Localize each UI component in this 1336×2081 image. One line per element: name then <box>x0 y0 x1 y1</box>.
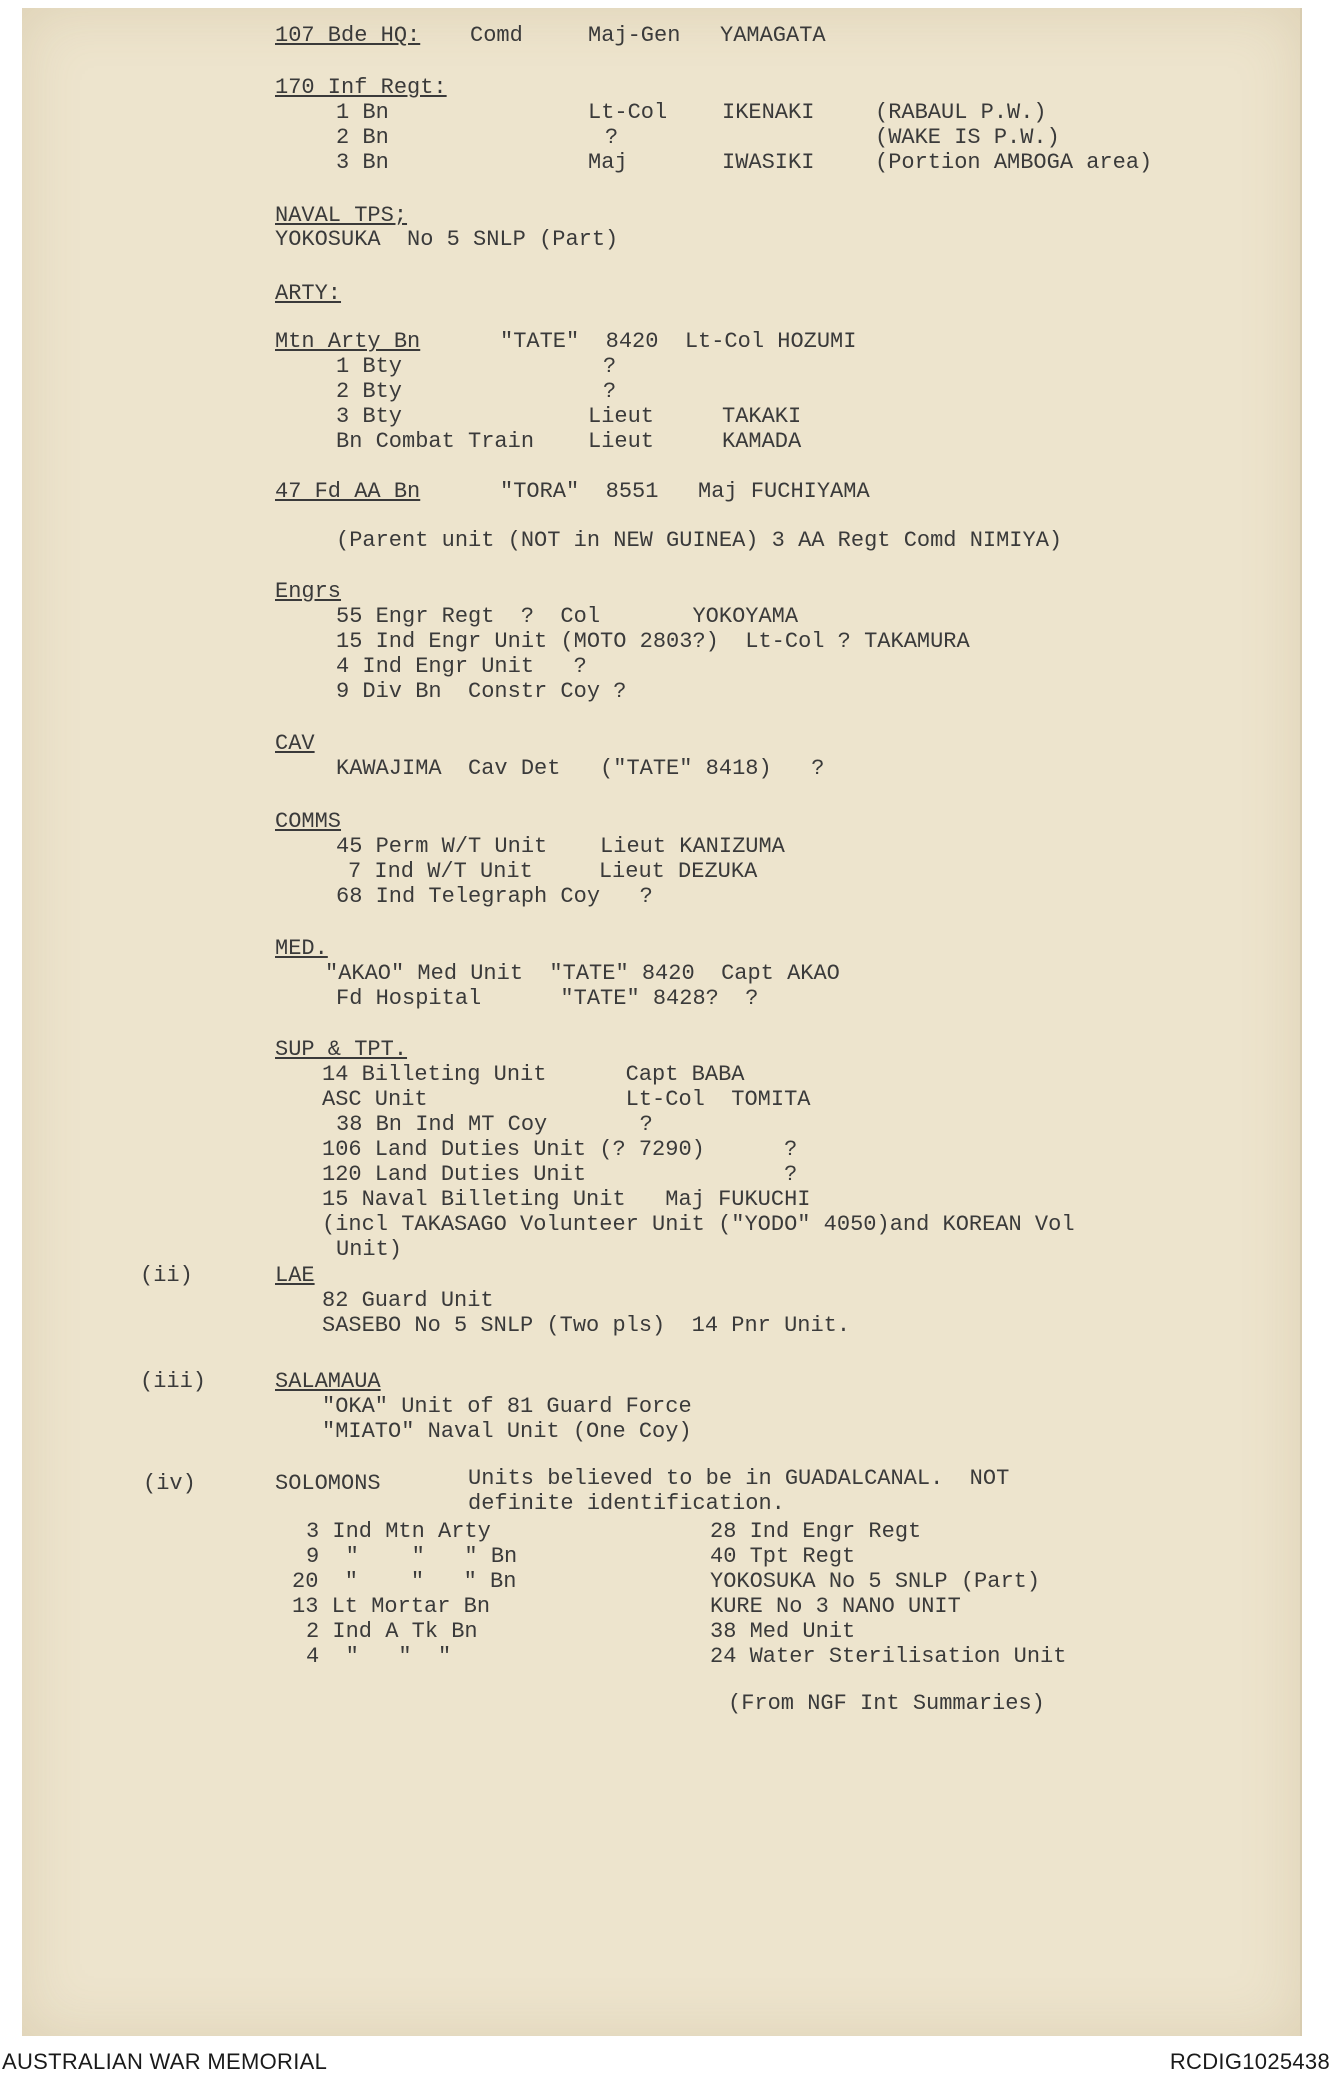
solomons-right-3: YOKOSUKA No 5 SNLP (Part) <box>710 1569 1041 1594</box>
engrs-line-1: 55 Engr Regt ? Col YOKOYAMA <box>336 604 799 629</box>
sup-line-4: 106 Land Duties Unit (? 7290) ? <box>322 1137 798 1162</box>
solomons-right-1: 28 Ind Engr Regt <box>710 1519 922 1544</box>
lae-line-1: 82 Guard Unit <box>322 1288 494 1313</box>
footer-record-id: RCDIG1025438 <box>1169 2049 1330 2074</box>
footer-institution: AUSTRALIAN WAR MEMORIAL <box>2 2049 328 2074</box>
med-line-1: "AKAO" Med Unit "TATE" 8420 Capt AKAO <box>325 961 840 986</box>
comms-line-1: 45 Perm W/T Unit Lieut KANIZUMA <box>336 834 785 859</box>
inf-bn3-comd: Maj <box>588 150 628 175</box>
engrs-line-2: 15 Ind Engr Unit (MOTO 2803?) Lt-Col ? TAKAMURA <box>336 629 970 654</box>
engrs-line-4: 9 Div Bn Constr Coy ? <box>336 679 627 704</box>
solomons-right-6: 24 Water Sterilisation Unit <box>710 1644 1067 1669</box>
solomons-heading: SOLOMONS <box>275 1471 381 1496</box>
sup-line-3: 38 Bn Ind MT Coy ? <box>336 1112 653 1137</box>
solomons-note-1: Units believed to be in GUADALCANAL. NOT <box>468 1466 1010 1491</box>
combat-train-comd: Lieut <box>588 429 655 454</box>
solomons-note-2: definite identification. <box>468 1491 785 1516</box>
engrs-line-3: 4 Ind Engr Unit ? <box>336 654 587 679</box>
lae-line-2: SASEBO No 5 SNLP (Two pls) 14 Pnr Unit. <box>322 1313 851 1338</box>
sup-line-7: (incl TAKASAGO Volunteer Unit ("YODO" 4050)and KOREAN Vol <box>322 1212 1075 1237</box>
solomons-left-5: 2 Ind A Tk Bn <box>306 1619 478 1644</box>
fd-aa-bn: 47 Fd AA Bn <box>275 479 421 504</box>
naval-heading: NAVAL TPS; <box>275 203 408 228</box>
fd-aa-bn-info: "TORA" 8551 Maj FUCHIYAMA <box>500 479 870 504</box>
inf-bn1-note: (RABAUL P.W.) <box>875 100 1047 125</box>
engrs-heading: Engrs <box>275 579 342 604</box>
sup-line-5: 120 Land Duties Unit ? <box>322 1162 798 1187</box>
inf-regt-heading: 170 Inf Regt: <box>275 75 447 100</box>
comms-line-3: 68 Ind Telegraph Coy ? <box>336 884 653 909</box>
bty2: 2 Bty <box>336 379 403 404</box>
inf-bn3-name: IWASIKI <box>722 150 815 175</box>
mtn-arty-bn: Mtn Arty Bn <box>275 329 421 354</box>
solomons-left-4: 13 Lt Mortar Bn <box>292 1594 491 1619</box>
med-line-2: Fd Hospital "TATE" 8428? ? <box>336 986 759 1011</box>
inf-bn2-comd: ? <box>605 125 619 150</box>
inf-bn3-note: (Portion AMBOGA area) <box>875 150 1153 175</box>
solomons-marker: (iv) <box>143 1471 196 1496</box>
bty2-comd: ? <box>603 379 617 404</box>
comms-heading: COMMS <box>275 809 342 834</box>
sup-line-2: ASC Unit Lt-Col TOMITA <box>322 1087 811 1112</box>
lae-marker: (ii) <box>140 1263 193 1288</box>
cav-line-1: KAWAJIMA Cav Det ("TATE" 8418) ? <box>336 756 825 781</box>
parent-unit-note: (Parent unit (NOT in NEW GUINEA) 3 AA Regt Comd NIMIYA) <box>336 528 1063 553</box>
sup-line-1: 14 Billeting Unit Capt BABA <box>322 1062 745 1087</box>
comd-name: YAMAGATA <box>720 23 826 48</box>
solomons-right-4: KURE No 3 NANO UNIT <box>710 1594 961 1619</box>
solomons-left-3: 20 " " " Bn <box>292 1569 517 1594</box>
cav-heading: CAV <box>275 731 315 756</box>
comd-rank: Maj-Gen <box>588 23 681 48</box>
arty-heading: ARTY: <box>275 281 342 306</box>
comms-line-2: 7 Ind W/T Unit Lieut DEZUKA <box>348 859 758 884</box>
med-heading: MED. <box>275 936 328 961</box>
comd-label: Comd <box>470 23 523 48</box>
solomons-right-2: 40 Tpt Regt <box>710 1544 856 1569</box>
salamaua-heading: SALAMAUA <box>275 1369 381 1394</box>
lae-heading: LAE <box>275 1263 315 1288</box>
inf-bn2-note: (WAKE IS P.W.) <box>875 125 1060 150</box>
inf-bn1: 1 Bn <box>336 100 389 125</box>
document-page <box>22 8 1302 2036</box>
sup-line-8: Unit) <box>336 1237 403 1262</box>
bty1-comd: ? <box>603 354 617 379</box>
bty3-name: TAKAKI <box>722 404 802 429</box>
source-note: (From NGF Int Summaries) <box>728 1691 1045 1716</box>
bde-hq-heading: 107 Bde HQ: <box>275 23 421 48</box>
bty3-comd: Lieut <box>588 404 655 429</box>
solomons-left-6: 4 " " " <box>306 1644 452 1669</box>
salamaua-line-2: "MIATO" Naval Unit (One Coy) <box>322 1419 692 1444</box>
solomons-right-5: 38 Med Unit <box>710 1619 856 1644</box>
combat-train: Bn Combat Train <box>336 429 535 454</box>
inf-bn1-comd: Lt-Col <box>588 100 668 125</box>
naval-line: YOKOSUKA No 5 SNLP (Part) <box>275 227 619 252</box>
bty1: 1 Bty <box>336 354 403 379</box>
sup-line-6: 15 Naval Billeting Unit Maj FUKUCHI <box>322 1187 811 1212</box>
inf-bn1-name: IKENAKI <box>722 100 815 125</box>
salamaua-line-1: "OKA" Unit of 81 Guard Force <box>322 1394 692 1419</box>
bty3: 3 Bty <box>336 404 403 429</box>
mtn-arty-bn-info: "TATE" 8420 Lt-Col HOZUMI <box>500 329 857 354</box>
combat-train-name: KAMADA <box>722 429 802 454</box>
sup-heading: SUP & TPT. <box>275 1037 408 1062</box>
salamaua-marker: (iii) <box>140 1369 207 1394</box>
solomons-left-2: 9 " " " Bn <box>306 1544 518 1569</box>
solomons-left-1: 3 Ind Mtn Arty <box>306 1519 491 1544</box>
inf-bn3: 3 Bn <box>336 150 389 175</box>
inf-bn2: 2 Bn <box>336 125 389 150</box>
